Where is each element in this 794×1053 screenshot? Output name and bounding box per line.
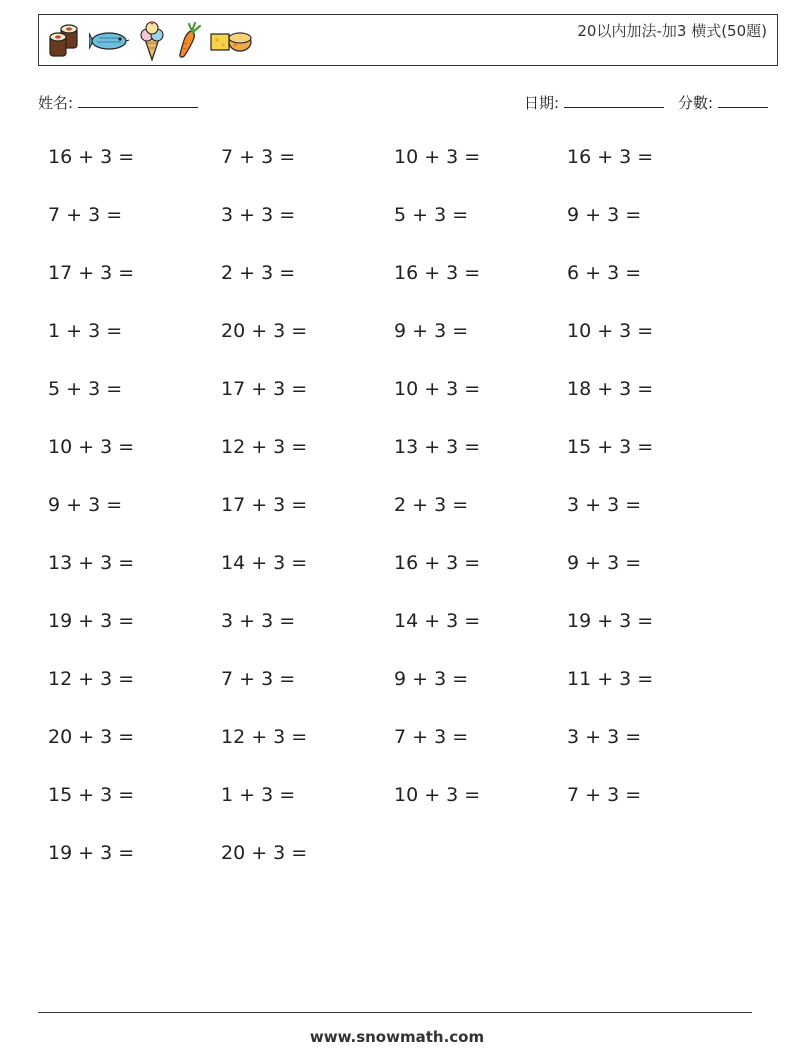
date-blank-line: [564, 93, 664, 108]
problem-row: [48, 146, 748, 204]
problem-row: [48, 436, 748, 494]
worksheet-title: 20以内加法-加3 横式(50題): [577, 22, 767, 40]
problem: 16 + 3 =: [394, 262, 481, 284]
problem: 17 + 3 =: [48, 262, 135, 284]
problem: 16 + 3 =: [567, 146, 654, 168]
carrot-icon: [173, 21, 203, 61]
name-field: [38, 92, 198, 113]
problem: 13 + 3 =: [394, 436, 481, 458]
problem: 2 + 3 =: [221, 262, 296, 284]
problem: 16 + 3 =: [48, 146, 135, 168]
problem-row: [48, 204, 748, 262]
problem-row: [48, 494, 748, 552]
problem-row: [48, 262, 748, 320]
problem: 7 + 3 =: [48, 204, 123, 226]
problem: 20 + 3 =: [221, 842, 308, 864]
problem: 3 + 3 =: [221, 610, 296, 632]
problem-grid: [48, 146, 748, 900]
problem: 12 + 3 =: [48, 668, 135, 690]
problem: 3 + 3 =: [567, 494, 642, 516]
problem: 1 + 3 =: [48, 320, 123, 342]
problem: 15 + 3 =: [48, 784, 135, 806]
problem-row: [48, 842, 748, 900]
problem: 18 + 3 =: [567, 378, 654, 400]
problem: 10 + 3 =: [567, 320, 654, 342]
date-label: 日期:: [524, 94, 560, 112]
problem: 20 + 3 =: [48, 726, 135, 748]
problem: 10 + 3 =: [394, 378, 481, 400]
problem-row: [48, 726, 748, 784]
problem: 9 + 3 =: [567, 204, 642, 226]
worksheet-header: [38, 14, 778, 66]
problem: 12 + 3 =: [221, 436, 308, 458]
problem: 12 + 3 =: [221, 726, 308, 748]
problem: 5 + 3 =: [48, 378, 123, 400]
problem-row: [48, 610, 748, 668]
problem-row: [48, 320, 748, 378]
problem: 9 + 3 =: [394, 320, 469, 342]
problem: 17 + 3 =: [221, 494, 308, 516]
problem: 19 + 3 =: [48, 610, 135, 632]
problem: 13 + 3 =: [48, 552, 135, 574]
problem: 3 + 3 =: [221, 204, 296, 226]
problem: 6 + 3 =: [567, 262, 642, 284]
problem: 2 + 3 =: [394, 494, 469, 516]
date-field: [524, 92, 664, 113]
cheese-icon: [209, 26, 253, 56]
problem: 20 + 3 =: [221, 320, 308, 342]
footer-website: www.snowmath.com: [309, 1028, 485, 1046]
sushi-roll-icon: [47, 24, 83, 58]
problem-row: [48, 378, 748, 436]
problem: 7 + 3 =: [221, 668, 296, 690]
problem: 10 + 3 =: [394, 146, 481, 168]
name-blank-line: [78, 93, 198, 108]
problem-row: [48, 552, 748, 610]
problem: 15 + 3 =: [567, 436, 654, 458]
problem: 3 + 3 =: [567, 726, 642, 748]
problem: 5 + 3 =: [394, 204, 469, 226]
problem: 7 + 3 =: [394, 726, 469, 748]
problem: 14 + 3 =: [221, 552, 308, 574]
problem: 9 + 3 =: [394, 668, 469, 690]
problem: 9 + 3 =: [567, 552, 642, 574]
score-label: 分數:: [678, 94, 714, 112]
problem: 19 + 3 =: [48, 842, 135, 864]
problem: 7 + 3 =: [567, 784, 642, 806]
problem-row: [48, 784, 748, 842]
score-blank-line: [718, 93, 768, 108]
problem: 16 + 3 =: [394, 552, 481, 574]
problem-row: [48, 668, 748, 726]
problem: 10 + 3 =: [394, 784, 481, 806]
problem: 1 + 3 =: [221, 784, 296, 806]
footer-divider: [38, 1012, 752, 1013]
problem: 14 + 3 =: [394, 610, 481, 632]
name-label: 姓名:: [38, 94, 74, 112]
problem: 9 + 3 =: [48, 494, 123, 516]
problem: 10 + 3 =: [48, 436, 135, 458]
score-field: [678, 92, 768, 113]
problem: 11 + 3 =: [567, 668, 654, 690]
problem: 17 + 3 =: [221, 378, 308, 400]
header-icons: [47, 21, 253, 61]
problem: 7 + 3 =: [221, 146, 296, 168]
problem: 19 + 3 =: [567, 610, 654, 632]
ice-cream-icon: [137, 21, 167, 61]
fish-icon: [89, 26, 131, 56]
